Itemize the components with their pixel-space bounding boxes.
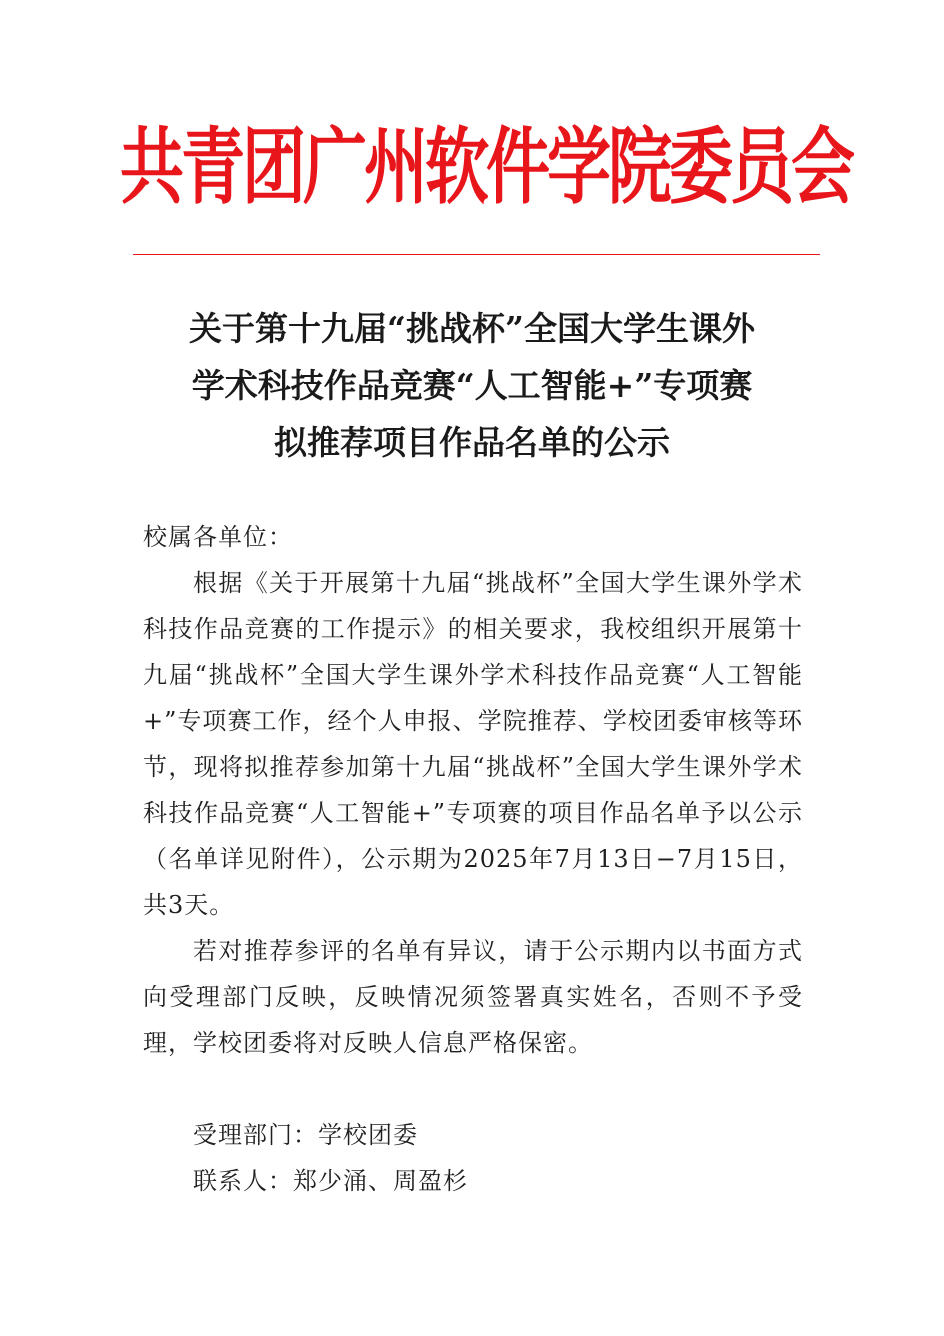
contact-persons: 联系人：郑少涌、周盈杉 xyxy=(193,1167,468,1195)
contact-department: 受理部门：学校团委 xyxy=(193,1121,418,1149)
title-line-3: 拟推荐项目作品名单的公示 xyxy=(274,423,670,462)
paragraph-objection: 若对推荐参评的名单有异议，请于公示期内以书面方式向受理部门反映，反映情况须签署真实姓名，否则不予受理，学校团委将对反映人信息严格保密。 xyxy=(143,937,803,1057)
organization-letterhead: 共青团广州软件学院委员会 xyxy=(120,119,852,217)
salutation: 校属各单位： xyxy=(143,523,293,551)
title-line-1: 关于第十九届“挑战杯”全国大学生课外 xyxy=(189,309,755,348)
document-body xyxy=(143,514,803,1066)
document-title xyxy=(100,300,844,471)
title-line-2: 学术科技作品竞赛“人工智能+”专项赛 xyxy=(191,366,753,405)
contact-info xyxy=(193,1112,753,1204)
letterhead-divider xyxy=(133,254,820,255)
paragraph-announcement: 根据《关于开展第十九届“挑战杯”全国大学生课外学术科技作品竞赛的工作提示》的相关要求，我校组织开展第十九届“挑战杯”全国大学生课外学术科技作品竞赛“人工智能+”专项赛工作，经个人申报、学院推荐、学校团委审核等环节，现将拟推荐参加第十九届“挑战杯”全国大学生课外学术科技作品竞赛“人工智能+”专项赛的项目作品名单予以公示（名单详见附件），公示期为2025年7月13日−7月15日，共3天。 xyxy=(143,569,803,919)
